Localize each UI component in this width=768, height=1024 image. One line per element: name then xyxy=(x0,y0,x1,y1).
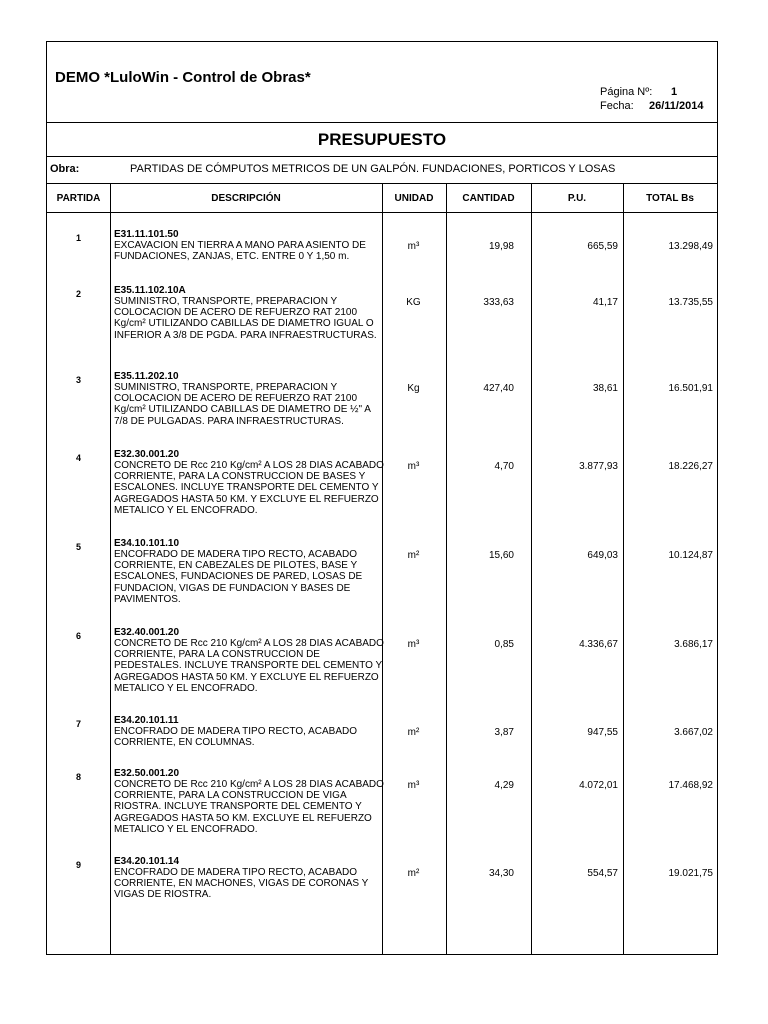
partida-description: ENCOFRADO DE MADERA TIPO RECTO, ACABADO CORRIENTE, EN CABEZALES DE PILOTES, BASE Y ESCALONES, FUNDACIONES DE PARED, LOSAS DE FUNDACION, VIGAS DE FUNDACION Y BASES DE PAVIMENTOS. xyxy=(114,549,363,605)
document-header xyxy=(47,42,717,123)
partida-quantity: 4,29 xyxy=(494,780,514,791)
partida-unit-price: 38,61 xyxy=(592,383,618,394)
partida-number: 6 xyxy=(75,631,81,641)
col-header-total: TOTAL Bs xyxy=(623,184,717,213)
partida-unit-price: 554,57 xyxy=(587,868,618,879)
partida-quantity: 15,60 xyxy=(488,550,514,561)
partida-number: 1 xyxy=(75,233,81,243)
col-header-descripcion: DESCRIPCIÓN xyxy=(110,184,382,213)
page-label: Página Nº: xyxy=(600,86,653,98)
partida-unit-price: 41,17 xyxy=(592,297,618,308)
partida-total: 13.735,55 xyxy=(668,297,713,308)
partida-unit: KG xyxy=(406,297,421,308)
partida-unit-price: 947,55 xyxy=(587,727,618,738)
partida-quantity: 427,40 xyxy=(483,383,514,394)
partida-code: E32.40.001.20 xyxy=(114,627,180,638)
partida-description: ENCOFRADO DE MADERA TIPO RECTO, ACABADO CORRIENTE, EN COLUMNAS. xyxy=(114,726,358,749)
col-header-cantidad: CANTIDAD xyxy=(446,184,531,213)
partida-code: E34.20.101.11 xyxy=(114,715,179,726)
partida-description: SUMINISTRO, TRANSPORTE, PREPARACION Y COLOCACION DE ACERO DE REFUERZO RAT 2100 Kg/cm² UTILIZANDO CABILLAS DE DIAMETRO DE ½" A 7/8 DE PULGADAS. PARA INFRAESTRUCTURAS. xyxy=(114,382,371,427)
partida-number: 5 xyxy=(75,542,81,552)
date-value: 26/11/2014 xyxy=(649,100,704,112)
partida-quantity: 4,70 xyxy=(494,461,514,472)
obra-description: PARTIDAS DE CÓMPUTOS METRICOS DE UN GALPÓN. FUNDACIONES, PORTICOS Y LOSAS xyxy=(130,163,616,175)
partida-unit: m³ xyxy=(407,241,420,252)
partida-total: 16.501,91 xyxy=(668,383,713,394)
partida-unit-price: 4.072,01 xyxy=(579,780,618,791)
obra-row xyxy=(47,157,717,184)
partida-total: 13.298,49 xyxy=(668,241,713,252)
partida-number: 9 xyxy=(75,860,81,870)
partida-total: 19.021,75 xyxy=(668,868,713,879)
partida-number: 3 xyxy=(75,375,81,385)
partida-description: ENCOFRADO DE MADERA TIPO RECTO, ACABADO CORRIENTE, EN MACHONES, VIGAS DE CORONAS Y VIGAS DE RIOSTRA. xyxy=(114,867,369,901)
partida-number: 2 xyxy=(75,289,81,299)
partida-quantity: 333,63 xyxy=(483,297,514,308)
partida-unit-price: 649,03 xyxy=(587,550,618,561)
partida-code: E35.11.202.10 xyxy=(114,371,179,382)
partida-unit-price: 3.877,93 xyxy=(579,461,618,472)
document-frame xyxy=(46,41,718,955)
partida-number: 8 xyxy=(75,772,81,782)
partida-total: 10.124,87 xyxy=(668,550,713,561)
col-header-unidad: UNIDAD xyxy=(382,184,446,213)
partida-code: E34.20.101.14 xyxy=(114,856,180,867)
partida-quantity: 19,98 xyxy=(488,241,514,252)
partida-total: 3.667,02 xyxy=(674,727,713,738)
partida-number: 7 xyxy=(75,719,81,729)
date-label: Fecha: xyxy=(600,100,634,112)
partida-description: SUMINISTRO, TRANSPORTE, PREPARACION Y COLOCACION DE ACERO DE REFUERZO RAT 2100 Kg/cm² UTILIZANDO CABILLAS DE DIAMETRO IGUAL O INFERIOR A 3/8 DE PGDA. PARA INFRAESTRUCTURAS. xyxy=(114,296,377,341)
partida-quantity: 3,87 xyxy=(494,727,514,738)
document-title: PRESUPUESTO xyxy=(47,123,717,157)
partida-unit-price: 4.336,67 xyxy=(579,639,618,650)
partida-description: CONCRETO DE Rcc 210 Kg/cm² A LOS 28 DIAS ACABADO CORRIENTE, PARA LA CONSTRUCCION DE PEDESTALES. INCLUYE TRANSPORTE DEL CEMENTO Y AGREGADOS HASTA 50 KM. Y EXCLUYE EL REFUERZO METALICO Y EL ENCOFRADO. xyxy=(114,638,384,694)
partida-quantity: 34,30 xyxy=(488,868,514,879)
partida-unit: m³ xyxy=(407,639,420,650)
partida-total: 17.468,92 xyxy=(668,780,713,791)
partida-total: 18.226,27 xyxy=(668,461,713,472)
col-header-partida: PARTIDA xyxy=(47,184,110,213)
partida-unit: m³ xyxy=(407,461,420,472)
col-header-pu: P.U. xyxy=(531,184,623,213)
partida-number: 4 xyxy=(75,453,81,463)
column-divider xyxy=(110,184,111,954)
app-title: DEMO *LuloWin - Control de Obras* xyxy=(55,69,311,86)
page-number: 1 xyxy=(671,86,678,98)
partida-code: E32.50.001.20 xyxy=(114,768,180,779)
partida-unit: m² xyxy=(407,868,420,879)
partida-code: E34.10.101.10 xyxy=(114,538,180,549)
partida-unit: Kg xyxy=(407,383,420,394)
partida-description: CONCRETO DE Rcc 210 Kg/cm² A LOS 28 DIAS ACABADO CORRIENTE, PARA LA CONSTRUCCION DE BASES Y ESCALONES. INCLUYE TRANSPORTE DEL CEMENTO Y AGREGADOS HASTA 50 KM. Y EXCLUYE EL REFUERZO METALICO Y EL ENCOFRADO. xyxy=(114,460,384,516)
partida-description: CONCRETO DE Rcc 210 Kg/cm² A LOS 28 DIAS ACABADO CORRIENTE, PARA LA CONSTRUCCION DE VIGA RIOSTRA. INCLUYE TRANSPORTE DEL CEMENTO Y AGREGADOS HASTA 5O KM. EXCLUYE EL REFUERZO METALICO Y EL ENCOFRADO. xyxy=(114,779,384,835)
partida-unit-price: 665,59 xyxy=(587,241,618,252)
partida-description: EXCAVACION EN TIERRA A MANO PARA ASIENTO DE FUNDACIONES, ZANJAS, ETC. ENTRE 0 Y 1,50 m. xyxy=(114,240,366,263)
partida-unit: m² xyxy=(407,550,420,561)
partida-total: 3.686,17 xyxy=(674,639,713,650)
partida-code: E35.11.102.10A xyxy=(114,285,186,296)
partida-code: E32.30.001.20 xyxy=(114,449,180,460)
partida-unit: m² xyxy=(407,727,420,738)
partida-unit: m³ xyxy=(407,780,420,791)
obra-label: Obra: xyxy=(50,163,80,175)
partida-quantity: 0,85 xyxy=(494,639,514,650)
partida-code: E31.11.101.50 xyxy=(114,229,179,240)
